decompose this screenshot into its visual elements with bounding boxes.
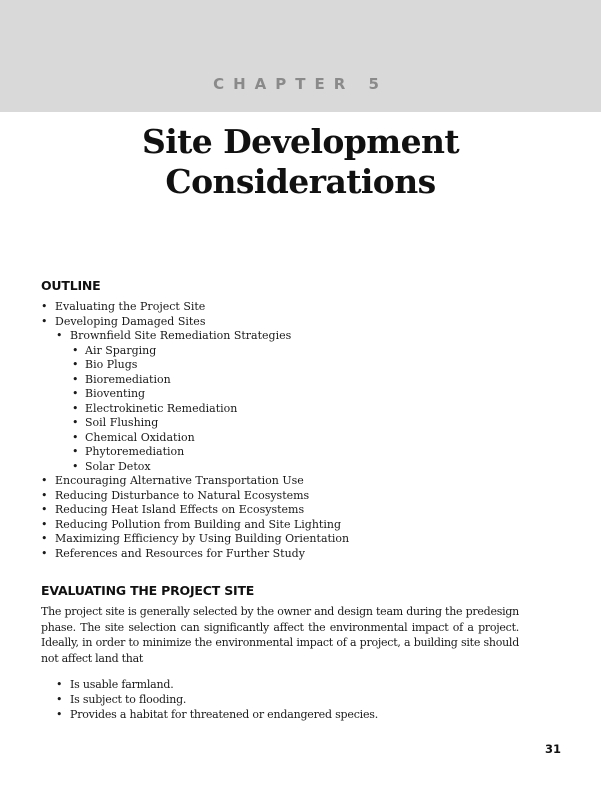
criteria-item-text: Is usable farmland. <box>70 678 174 691</box>
chapter-title-line-1: Site Development <box>141 122 460 161</box>
evaluating-section-heading: EVALUATING THE PROJECT SITE <box>41 583 255 598</box>
outline-item <box>41 387 561 402</box>
bullet-marker: • <box>56 678 63 691</box>
outline-item-text: Evaluating the Project Site <box>55 300 206 313</box>
outline-item <box>41 402 561 417</box>
outline-heading: OUTLINE <box>41 278 101 293</box>
outline-item-text: Bio Plugs <box>85 358 138 371</box>
outline-item-text: Reducing Pollution from Building and Site Lighting <box>55 517 341 531</box>
bullet-marker: • <box>41 474 48 487</box>
bullet-marker: • <box>41 488 48 502</box>
outline-item-text: Encouraging Alternative Transportation Use <box>55 474 304 487</box>
bullet-marker: • <box>72 445 79 458</box>
bullet-marker: • <box>72 358 79 371</box>
outline-item <box>41 547 561 562</box>
bullet-marker: • <box>72 372 79 386</box>
outline-item <box>41 489 561 504</box>
bullet-marker: • <box>56 693 63 706</box>
bullet-marker: • <box>41 546 48 560</box>
outline-item <box>41 358 561 373</box>
bullet-marker: • <box>72 459 79 473</box>
outline-item-text: Bioventing <box>85 387 146 400</box>
outline-item-text: Reducing Heat Island Effects on Ecosystems <box>55 503 305 516</box>
chapter-header-band <box>0 0 601 112</box>
outline-item <box>41 416 561 431</box>
outline-item-text: Reducing Disturbance to Natural Ecosystems <box>55 488 310 502</box>
evaluating-paragraph: The project site is generally selected by the owner and design team during the predesign phase. The site selection can significantly affect the environmental impact of a project. Ideally, in order to minimize the environmental impact of a project, a building site should not affect land that <box>41 605 519 665</box>
outline-item <box>41 474 561 489</box>
criteria-item-text: Is subject to flooding. <box>70 693 187 706</box>
outline-item <box>41 373 561 388</box>
bullet-marker: • <box>41 517 48 531</box>
outline-item <box>41 518 561 533</box>
outline-item-text: Soil Flushing <box>85 416 159 429</box>
outline-item-text: Solar Detox <box>85 459 151 473</box>
bullet-marker: • <box>72 430 79 444</box>
bullet-marker: • <box>41 532 48 545</box>
outline-item-text: Developing Damaged Sites <box>55 314 206 328</box>
outline-item <box>41 431 561 446</box>
outline-item <box>41 300 561 315</box>
bullet-marker: • <box>41 300 48 313</box>
outline-item-text: Brownfield Site Remediation Strategies <box>70 329 292 342</box>
bullet-marker: • <box>56 708 63 721</box>
bullet-marker: • <box>41 503 48 516</box>
outline-item <box>41 329 561 344</box>
bullet-marker: • <box>56 329 63 342</box>
page-number: 31 <box>544 742 561 756</box>
criteria-item <box>56 692 378 707</box>
criteria-item <box>56 707 378 722</box>
outline-item-text: Phytoremediation <box>85 445 185 458</box>
bullet-marker: • <box>72 343 79 357</box>
chapter-title <box>0 122 601 202</box>
site-criteria-list <box>56 677 378 722</box>
chapter-title-line-2: Considerations <box>165 162 436 201</box>
outline-item <box>41 344 561 359</box>
outline-item <box>41 315 561 330</box>
outline-item-text: Electrokinetic Remediation <box>85 401 238 415</box>
chapter-label: CHAPTER 5 <box>213 75 388 93</box>
bullet-marker: • <box>72 387 79 400</box>
outline-item <box>41 532 561 547</box>
outline-item-text: Bioremediation <box>85 372 171 386</box>
outline-item <box>41 503 561 518</box>
bullet-marker: • <box>41 314 48 328</box>
criteria-item-text: Provides a habitat for threatened or endangered species. <box>70 708 379 721</box>
outline-item-text: References and Resources for Further Study <box>55 546 305 560</box>
outline-item <box>41 445 561 460</box>
outline-item <box>41 460 561 475</box>
bullet-marker: • <box>72 401 79 415</box>
outline-item-text: Air Sparging <box>85 343 157 357</box>
outline-item-text: Maximizing Efficiency by Using Building Orientation <box>55 532 350 545</box>
outline-item-text: Chemical Oxidation <box>85 430 195 444</box>
criteria-item <box>56 677 378 692</box>
bullet-marker: • <box>72 416 79 429</box>
outline-list <box>41 300 561 561</box>
